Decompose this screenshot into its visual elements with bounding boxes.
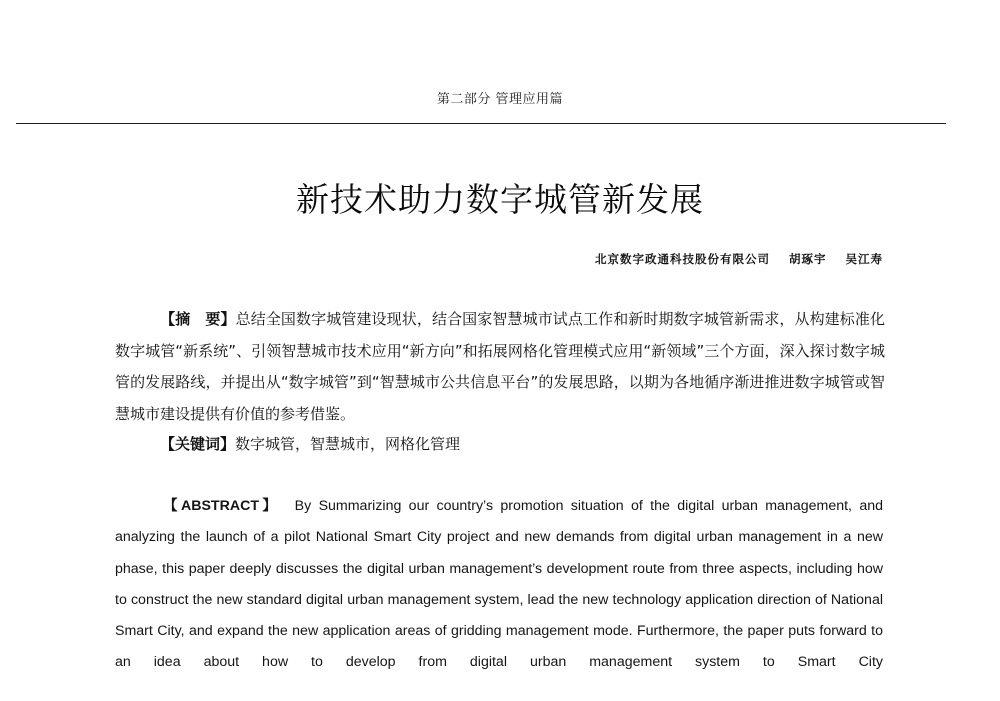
article-title: 新技术助力数字城管新发展 <box>296 180 704 219</box>
english-abstract-label: 【ABSTRACT】 <box>160 498 280 514</box>
english-abstract-text: By Summarizing our country’s promotion situation of the digital urban management, and analyzing the launch of a pilot National Smart City project and new demands from digital urban management in a new phase, this paper deeply discusses the digital urban management’s development route from three aspects, including how to construct the new standard digital urban management system, lead the new technology application direction of National Smart City, and expand the new application areas of gridding management mode. Furthermore, the paper puts forward to an idea about how to develop from digital urban management system to Smart City <box>115 498 883 671</box>
keywords-text: 数字城管，智慧城市，网格化管理 <box>235 435 461 453</box>
author-name: 胡琢宇 <box>788 252 827 266</box>
author-organization: 北京数字政通科技股份有限公司 <box>594 252 770 266</box>
chinese-keywords <box>160 429 460 461</box>
header-rule <box>16 123 946 124</box>
author-name: 吴江寿 <box>845 252 883 266</box>
abstract-label: 【摘 要】 <box>160 310 236 328</box>
running-header: 第二部分 管理应用篇 <box>436 92 564 107</box>
abstract-text: 总结全国数字城管建设现状，结合国家智慧城市试点工作和新时期数字城管新需求，从构建标准化数字城管“新系统”、引领智慧城市技术应用“新方向”和拓展网格化管理模式应用“新领域”三个方面，深入探讨数字城管的发展路线，并提出从“数字城管”到“智慧城市公共信息平台”的发展思路，以期为各地循序渐进推进数字城管或智慧城市建设提供有价值的参考借鉴。 <box>115 310 885 423</box>
author-line <box>595 251 883 267</box>
english-abstract <box>115 491 883 701</box>
keywords-label: 【关键词】 <box>160 435 236 453</box>
chinese-abstract <box>115 304 885 430</box>
